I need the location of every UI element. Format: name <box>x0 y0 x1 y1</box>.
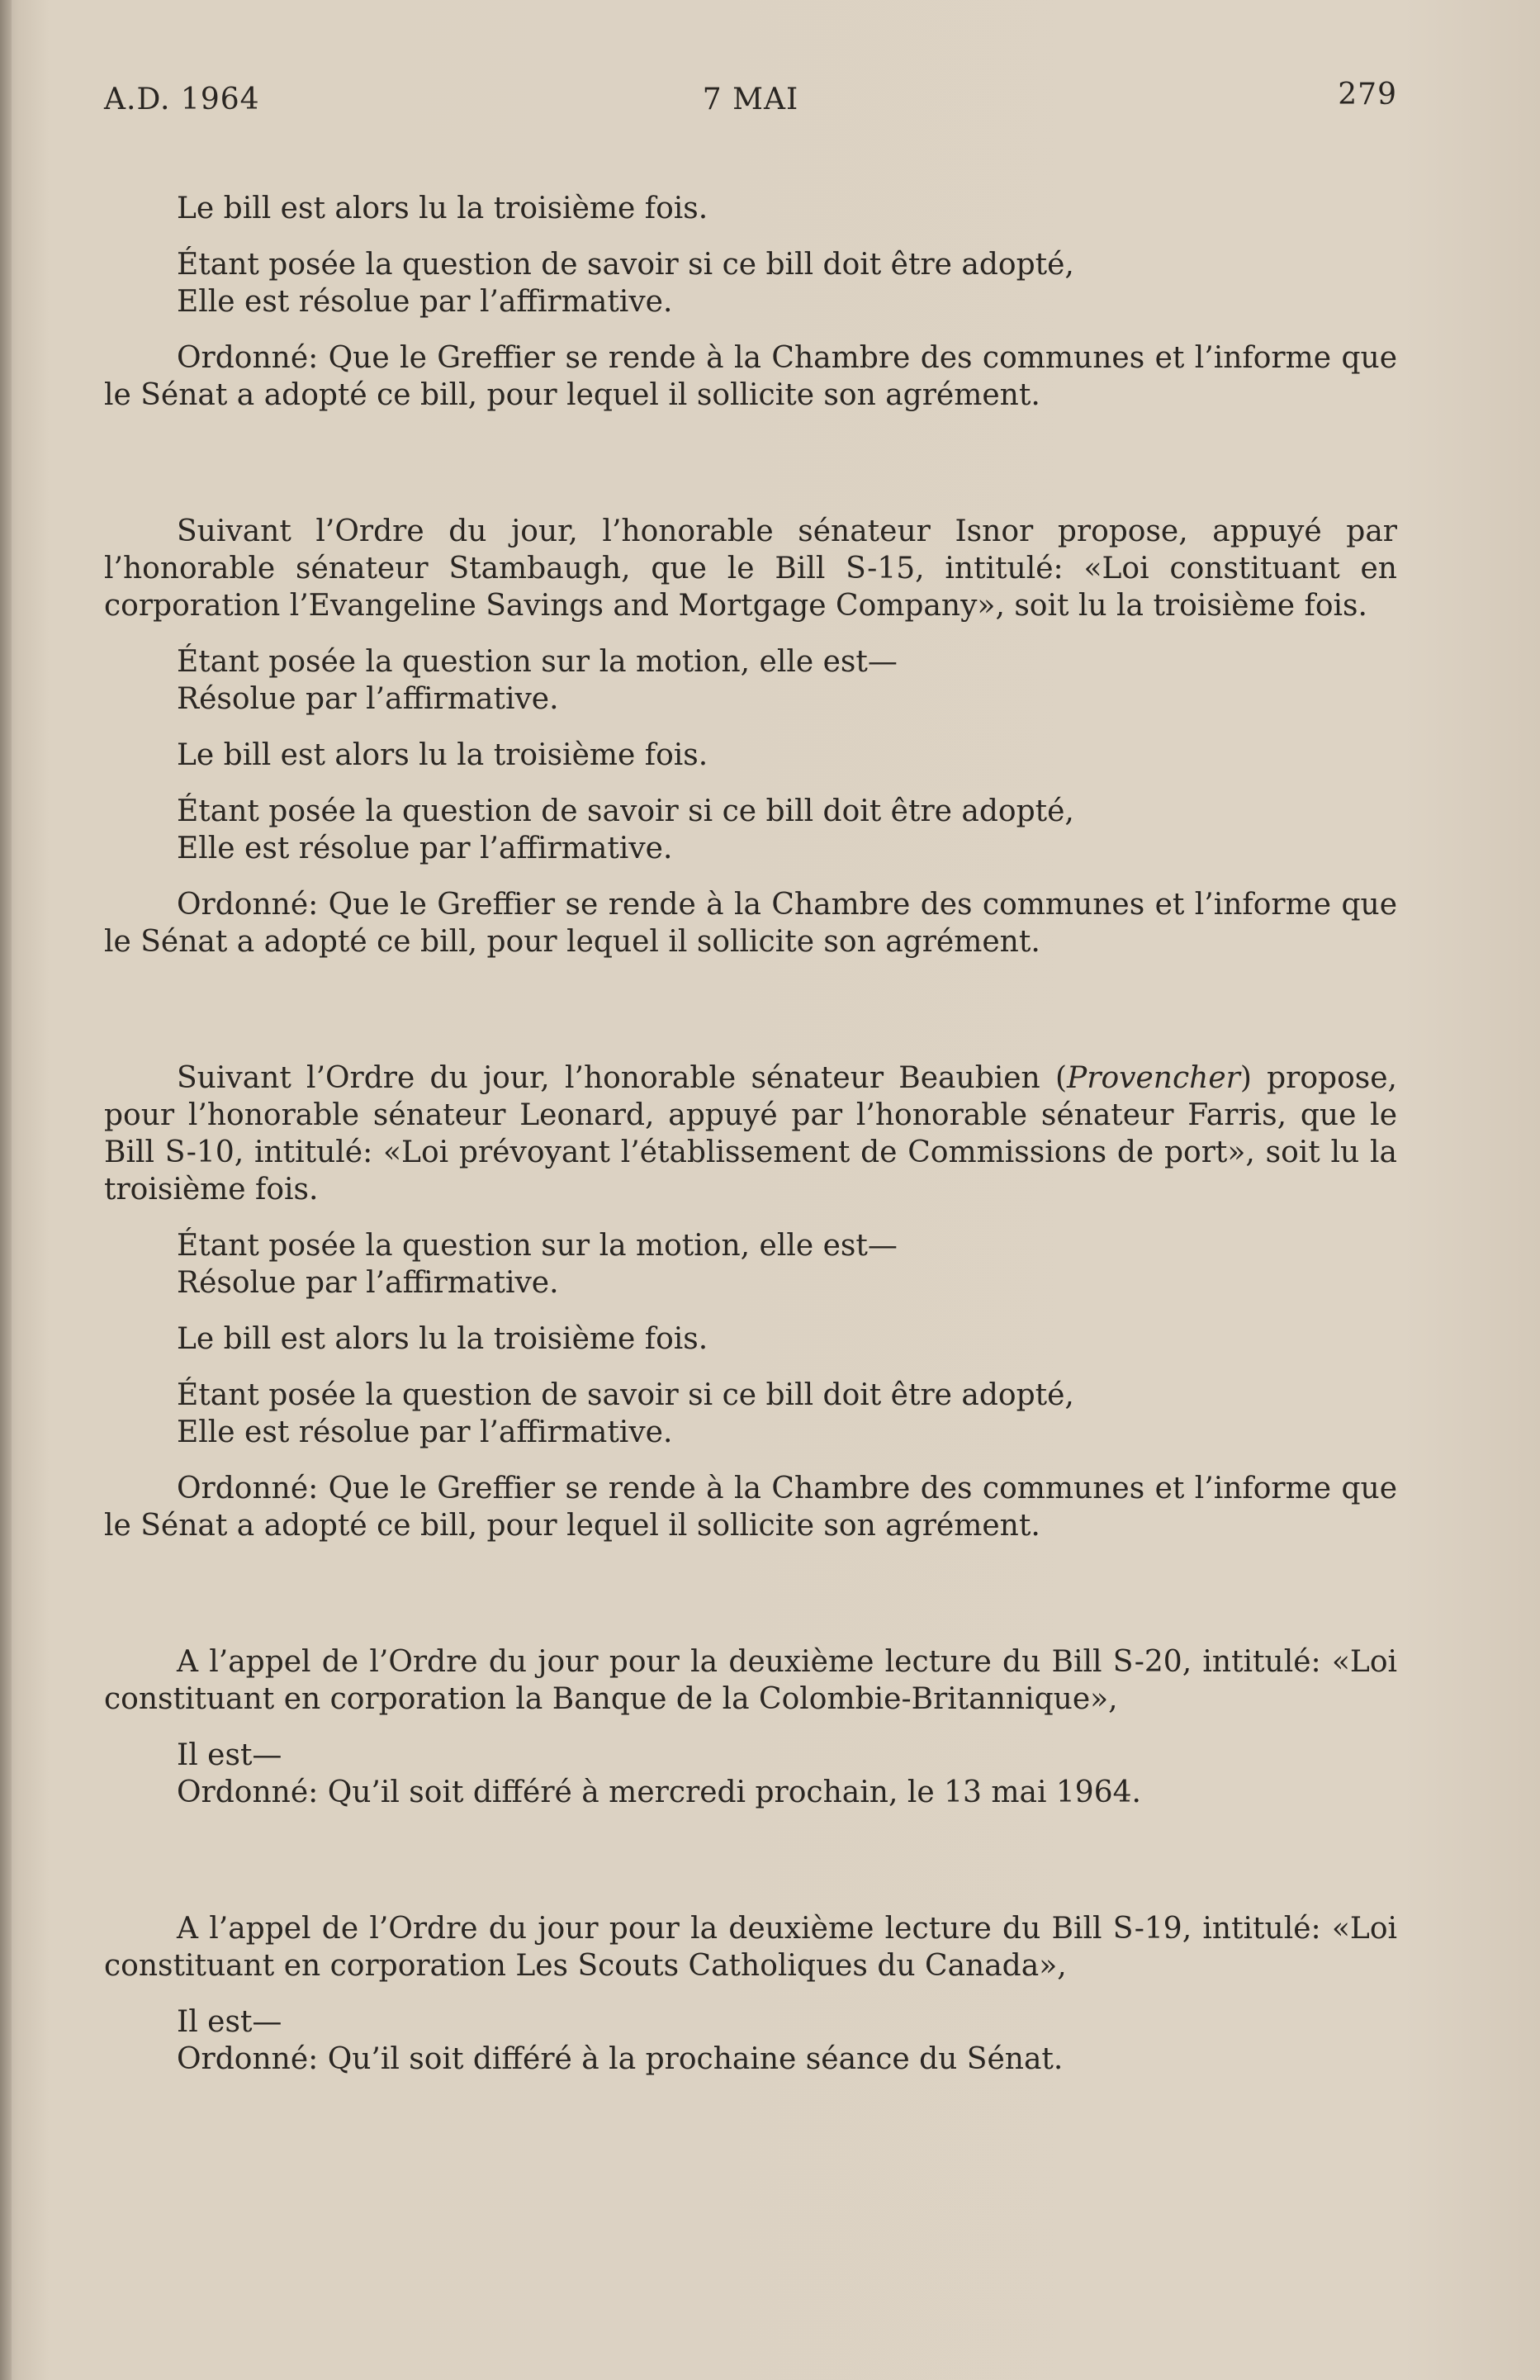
text-line: Étant posée la question de savoir si ce bill doit être adopté, <box>177 1378 1074 1412</box>
page-number: 279 <box>1338 78 1397 111</box>
paragraph-gap <box>104 1301 1397 1320</box>
italic-riding-name: Provencher <box>1067 1061 1240 1095</box>
line-group <box>104 1737 1397 1811</box>
header-year: A.D. 1964 <box>104 83 260 116</box>
text-line: Étant posée la question de savoir si ce bill doit être adopté, <box>177 248 1074 282</box>
minutes-section <box>104 513 1397 960</box>
paragraph-gap <box>104 1358 1397 1377</box>
text-line: Résolue par l’affirmative. <box>177 1266 559 1300</box>
line-group <box>104 2003 1397 2078</box>
minutes-section <box>104 1910 1397 2078</box>
line-group <box>104 1227 1397 1301</box>
paragraph-gap <box>104 1718 1397 1737</box>
book-spine-shadow <box>0 0 12 2380</box>
paragraph: Ordonné: Que le Greffier se rende à la Chambre des communes et l’informe que le Sénat a adopté ce bill, pour lequel il sollicite son agrément. <box>104 1472 1397 1543</box>
line-group <box>104 793 1397 867</box>
text-line: Ordonné: Qu’il soit différé à la prochaine séance du Sénat. <box>177 2042 1064 2076</box>
paragraph: A l’appel de l’Ordre du jour pour la deuxième lecture du Bill S-20, intitulé: «Loi constituant en corporation la Banque de la Colombie-Britannique», <box>104 1645 1397 1716</box>
paragraph: Suivant l’Ordre du jour, l’honorable sénateur Beaubien (Provencher) propose, pour l’honorable sénateur Leonard, appuyé par l’honorable sénateur Farris, que le Bill S-10, intitulé: «Loi prévoyant l’établissement de Commissions de port», soit lu la troisième fois. <box>104 1061 1397 1207</box>
text-line: Elle est résolue par l’affirmative. <box>177 1415 673 1449</box>
paragraph: A l’appel de l’Ordre du jour pour la deuxième lecture du Bill S-19, intitulé: «Loi constituant en corporation Les Scouts Catholiques du Canada», <box>104 1912 1397 1983</box>
line-group <box>104 1320 1397 1358</box>
section-gap <box>104 1811 1397 1910</box>
text-line: Résolue par l’affirmative. <box>177 682 559 716</box>
section-gap <box>104 414 1397 513</box>
text-line: Le bill est alors lu la troisième fois. <box>177 1322 708 1356</box>
text-line: Étant posée la question sur la motion, elle est— <box>177 645 898 679</box>
minutes-section <box>104 1643 1397 1811</box>
text-line: Étant posée la question sur la motion, elle est— <box>177 1229 898 1263</box>
line-group <box>104 1377 1397 1451</box>
section-gap <box>104 960 1397 1060</box>
paragraph-gap <box>104 1451 1397 1470</box>
paragraph-gap <box>104 320 1397 339</box>
line-group <box>104 737 1397 774</box>
minutes-section <box>104 1060 1397 1544</box>
line-group <box>104 643 1397 718</box>
text-line: Le bill est alors lu la troisième fois. <box>177 738 708 772</box>
paragraph-gap <box>104 867 1397 886</box>
paragraph-gap <box>104 1208 1397 1227</box>
paragraph-gap <box>104 774 1397 793</box>
section-gap <box>104 1544 1397 1643</box>
paragraph: Suivant l’Ordre du jour, l’honorable sénateur Isnor propose, appuyé par l’honorable sénateur Stambaugh, que le Bill S-15, intitulé: «Loi constituant en corporation l’Evangeline Savings and Mortgage Company», soit lu la troisième fois. <box>104 514 1397 623</box>
text-line: Elle est résolue par l’affirmative. <box>177 285 673 319</box>
text-line: Étant posée la question de savoir si ce bill doit être adopté, <box>177 794 1074 828</box>
paragraph-gap <box>104 624 1397 643</box>
page-body <box>104 190 1397 2078</box>
paragraph: Ordonné: Que le Greffier se rende à la Chambre des communes et l’informe que le Sénat a adopté ce bill, pour lequel il sollicite son agrément. <box>104 888 1397 959</box>
minutes-section <box>104 190 1397 414</box>
paragraph-gap <box>104 1984 1397 2003</box>
line-group <box>104 190 1397 227</box>
text-line: Elle est résolue par l’affirmative. <box>177 832 673 865</box>
text-line: Il est— <box>177 2005 282 2039</box>
line-group <box>104 246 1397 320</box>
paragraph: Ordonné: Que le Greffier se rende à la Chambre des communes et l’informe que le Sénat a adopté ce bill, pour lequel il sollicite son agrément. <box>104 341 1397 412</box>
header-date: 7 MAI <box>702 83 799 116</box>
text-line: Le bill est alors lu la troisième fois. <box>177 192 708 225</box>
paragraph-gap <box>104 718 1397 737</box>
paragraph-gap <box>104 227 1397 246</box>
text-line: Il est— <box>177 1738 282 1772</box>
page-header <box>104 78 1397 124</box>
text-line: Ordonné: Qu’il soit différé à mercredi prochain, le 13 mai 1964. <box>177 1776 1141 1809</box>
